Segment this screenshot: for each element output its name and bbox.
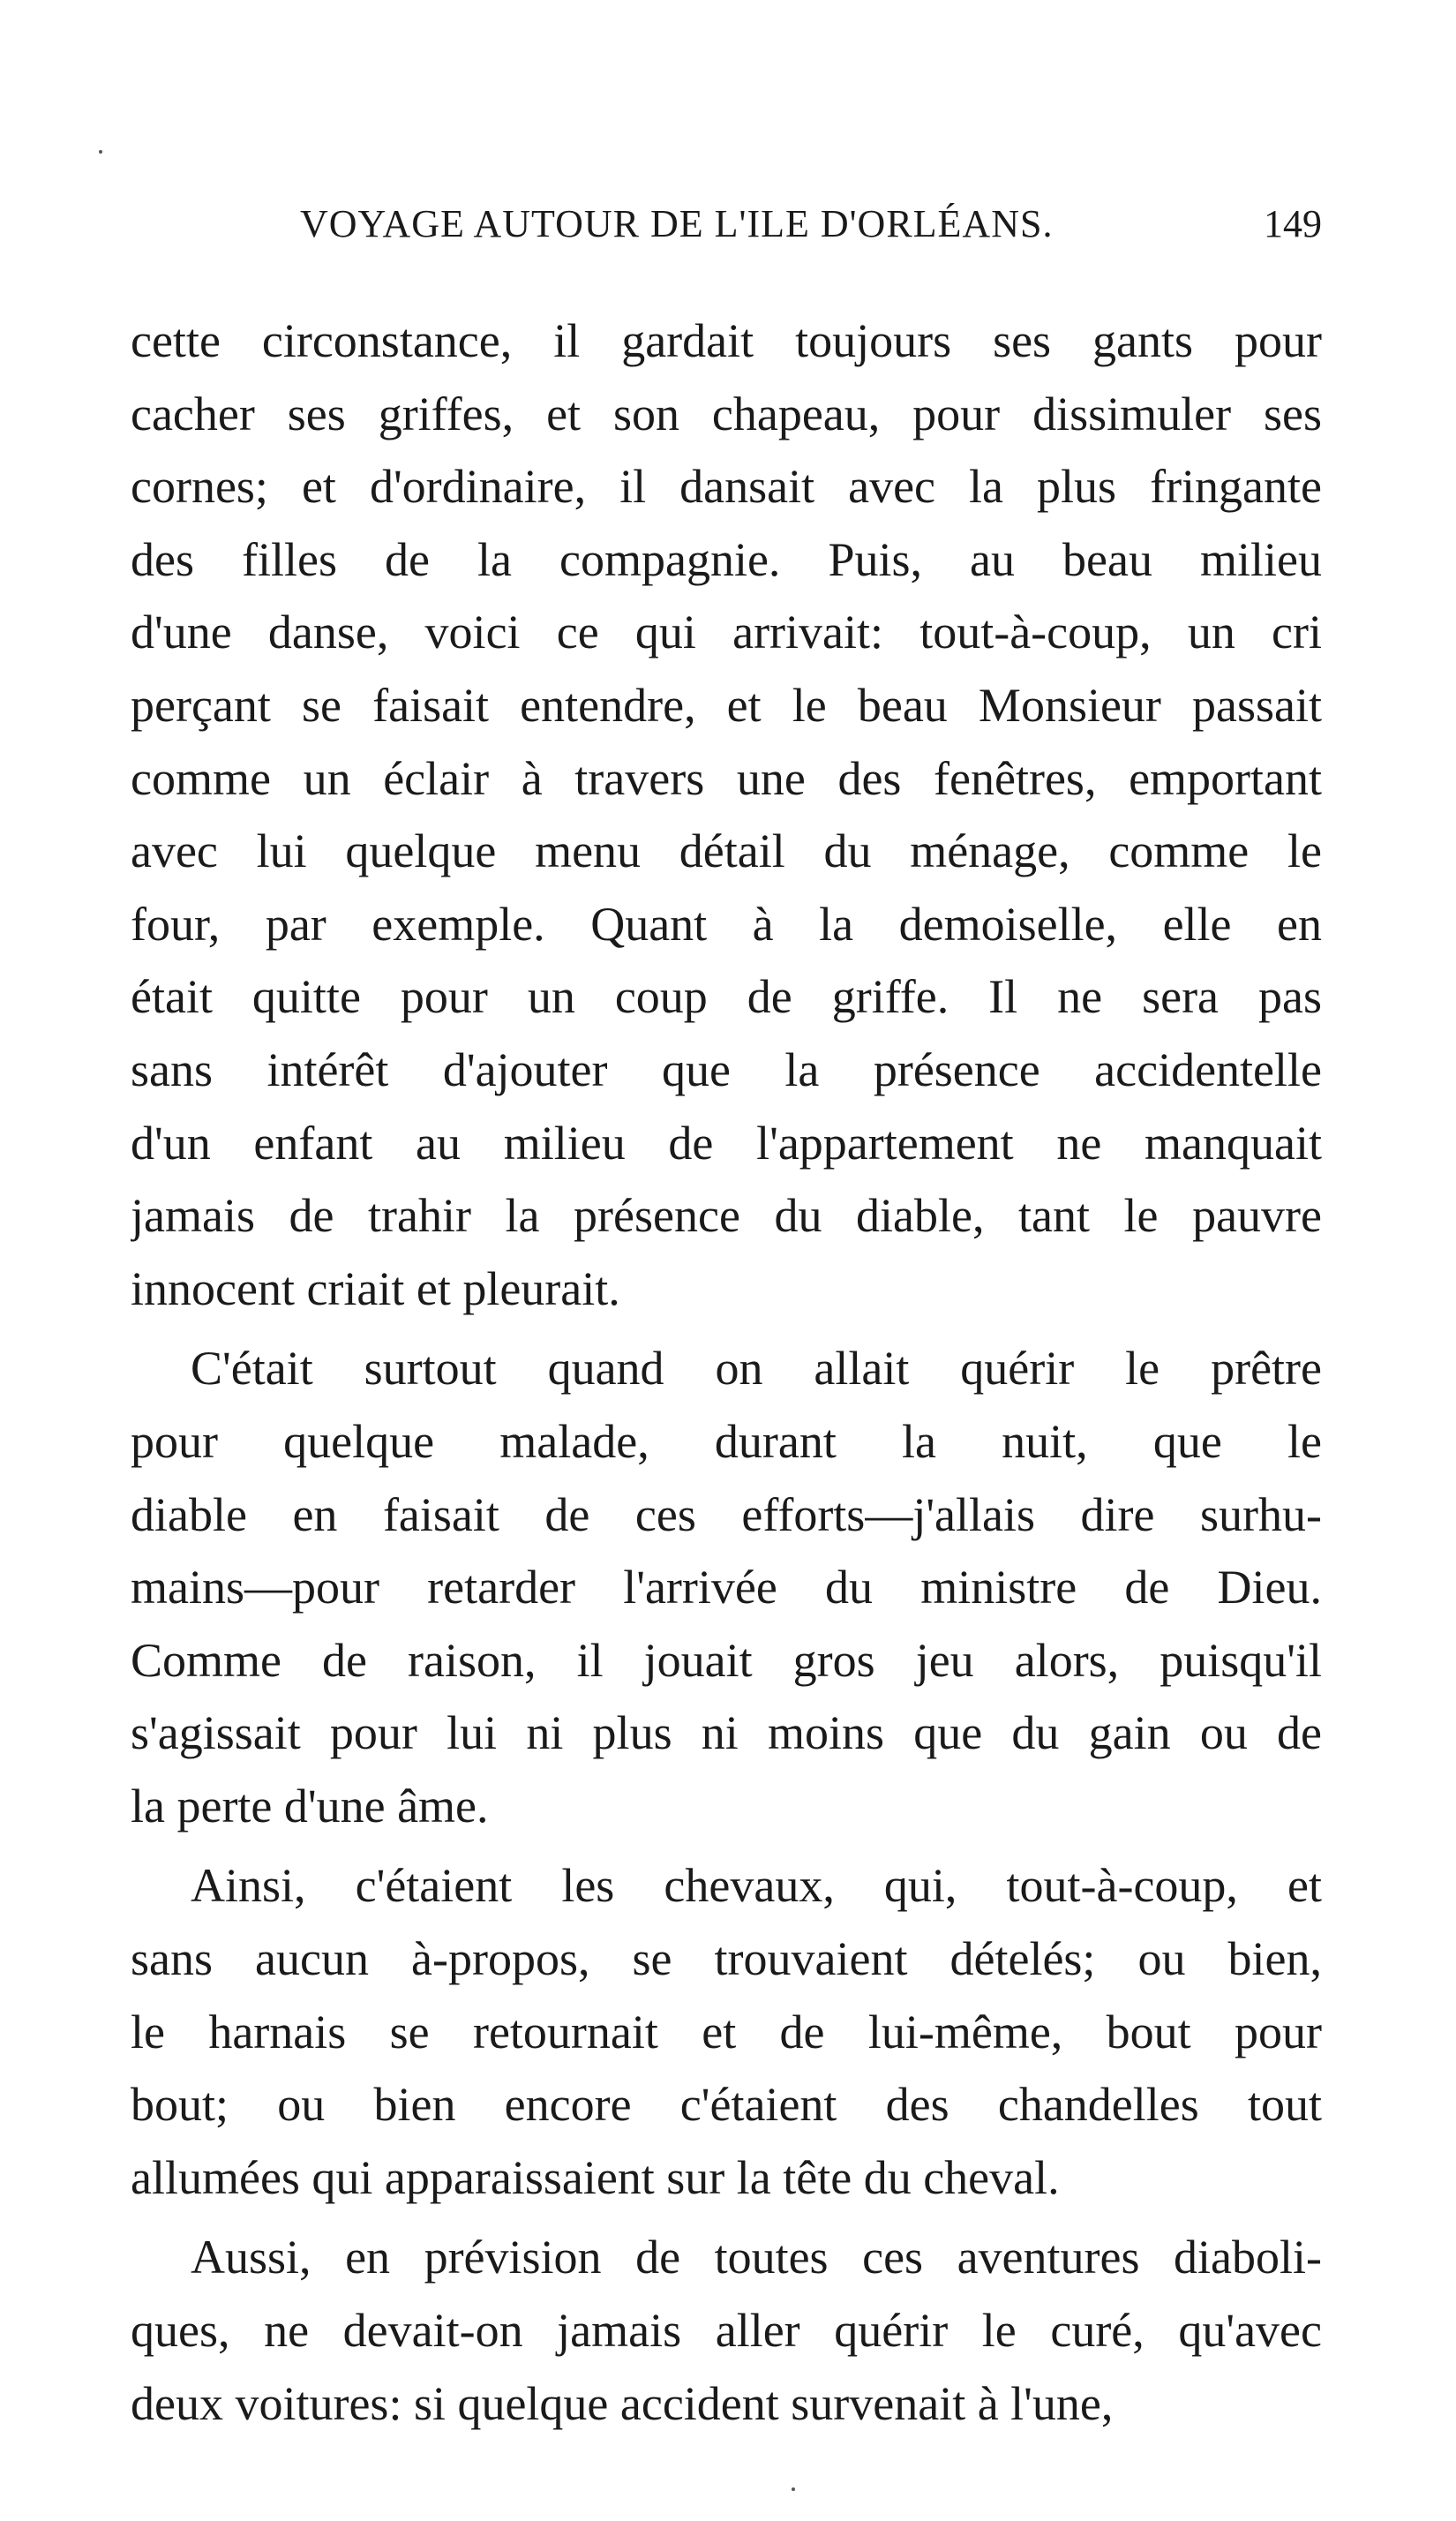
- page-number: 149: [1264, 202, 1322, 245]
- text-line: diable en faisait de ces efforts—j'allais dire surhu-: [131, 1487, 1322, 1541]
- text-line: comme un éclair à travers une des fenêtres, emportant: [131, 751, 1322, 805]
- text-line: cette circonstance, il gardait toujours ses gants pour: [131, 314, 1322, 367]
- paragraph-gap: [131, 2214, 1322, 2221]
- text-line: Ainsi, c'étaient les chevaux, qui, tout-à-coup, et: [191, 1859, 1322, 1913]
- text-line: sans aucun à-propos, se trouvaient dételés; ou bien,: [131, 1932, 1322, 1986]
- text-line: perçant se faisait entendre, et le beau Monsieur passait: [131, 678, 1322, 732]
- paragraph: [131, 1849, 1322, 2214]
- paragraph: [131, 305, 1322, 1325]
- text-line: d'un enfant au milieu de l'appartement ne manquait: [131, 1116, 1322, 1170]
- text-line: jamais de trahir la présence du diable, tant le pauvre: [131, 1189, 1322, 1243]
- text-line: Comme de raison, il jouait gros jeu alors, puisqu'il: [131, 1633, 1322, 1687]
- text-line: cornes; et d'ordinaire, il dansait avec la plus fringante: [131, 460, 1322, 514]
- text-line: Aussi, en prévision de toutes ces aventures diaboli-: [191, 2231, 1322, 2284]
- body-text: [131, 305, 1322, 2440]
- text-line: allumées qui apparaissaient sur la tête du cheval.: [131, 2150, 1060, 2204]
- paragraph-gap: [131, 1325, 1322, 1332]
- text-line: s'agissait pour lui ni plus ni moins que du gain ou de: [131, 1706, 1322, 1760]
- text-line: sans intérêt d'ajouter que la présence accidentelle: [131, 1042, 1322, 1096]
- text-line: avec lui quelque menu détail du ménage, comme le: [131, 824, 1322, 878]
- running-title: VOYAGE AUTOUR DE L'ILE D'ORLÉANS.: [300, 202, 1054, 245]
- text-line: bout; ou bien encore c'étaient des chandelles tout: [131, 2078, 1322, 2132]
- paragraph-gap: [131, 1842, 1322, 1849]
- text-line: innocent criait et pleurait.: [131, 1261, 620, 1315]
- text-line: four, par exemple. Quant à la demoiselle, elle en: [131, 897, 1322, 951]
- text-line: C'était surtout quand on allait quérir le prêtre: [191, 1342, 1322, 1396]
- text-line: cacher ses griffes, et son chapeau, pour dissimuler ses: [131, 387, 1322, 440]
- paragraph: [131, 1332, 1322, 1842]
- text-line: la perte d'une âme.: [131, 1779, 489, 1832]
- running-header: [300, 201, 1322, 254]
- paragraph: [131, 2221, 1322, 2440]
- print-speck: [792, 2487, 795, 2491]
- text-line: des filles de la compagnie. Puis, au beau milieu: [131, 532, 1322, 586]
- text-line: le harnais se retournait et de lui-même, bout pour: [131, 2005, 1322, 2058]
- text-line: ques, ne devait-on jamais aller quérir le curé, qu'avec: [131, 2304, 1322, 2358]
- text-line: mains—pour retarder l'arrivée du ministre de Dieu.: [131, 1561, 1322, 1614]
- text-line: était quitte pour un coup de griffe. Il ne sera pas: [131, 970, 1322, 1024]
- text-line: pour quelque malade, durant la nuit, que le: [131, 1414, 1322, 1468]
- print-speck: [99, 150, 102, 154]
- text-line: deux voitures: si quelque accident survenait à l'une,: [131, 2376, 1114, 2430]
- text-line: d'une danse, voici ce qui arrivait: tout-à-coup, un cri: [131, 606, 1322, 659]
